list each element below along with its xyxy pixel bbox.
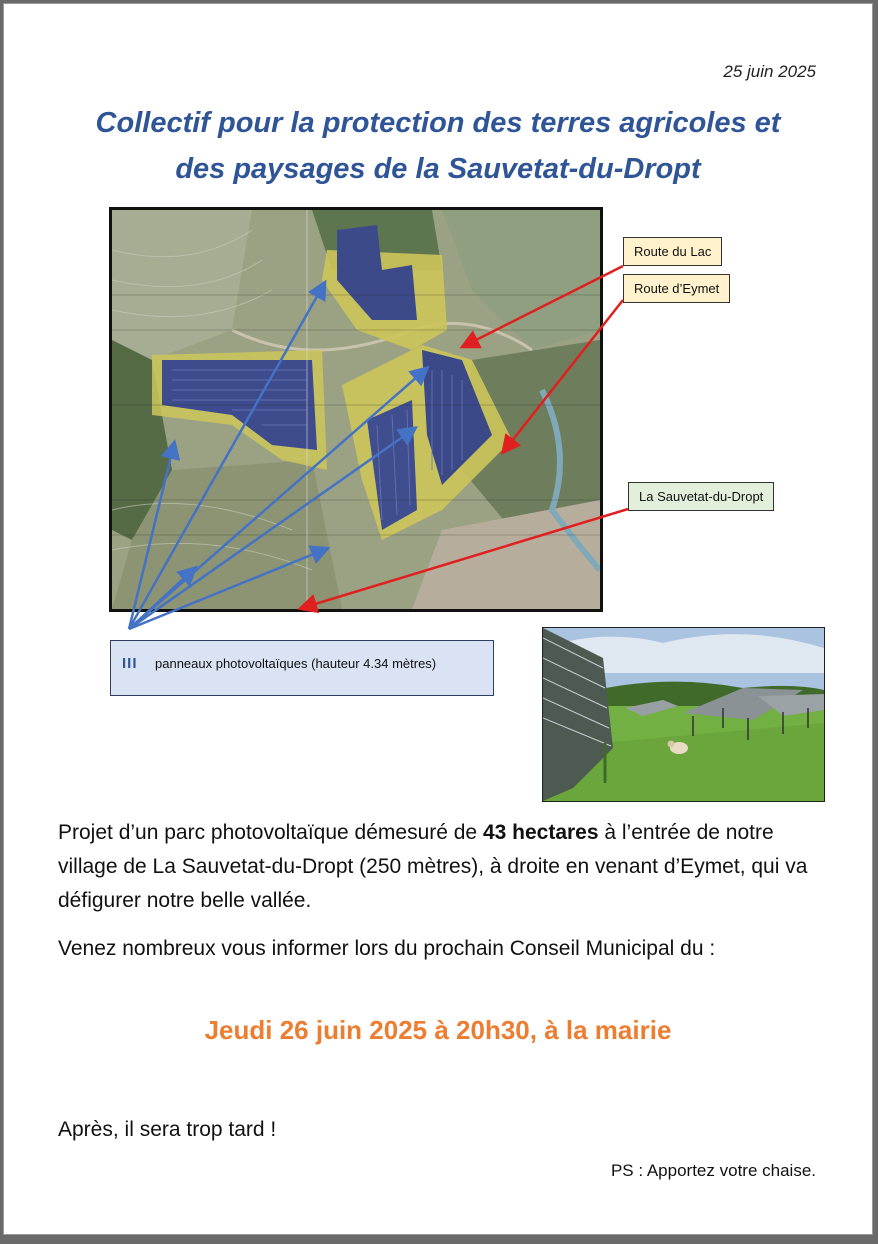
site-map-image bbox=[109, 207, 603, 612]
flyer-page bbox=[3, 3, 873, 1235]
callout-route-d-eymet: Route d’Eymet bbox=[623, 274, 730, 303]
page-title bbox=[34, 100, 842, 192]
meeting-date-headline: Jeudi 26 juin 2025 à 20h30, à la mairie bbox=[204, 1015, 672, 1045]
legend-text: panneaux photovoltaïques (hauteur 4.34 mètres) bbox=[155, 656, 437, 671]
solar-panel-legend-symbol: III bbox=[122, 655, 138, 672]
highlight-hectares: 43 hectares bbox=[482, 821, 599, 844]
postscript: PS : Apportez votre chaise. bbox=[610, 1161, 816, 1180]
site-map-drawing bbox=[112, 210, 600, 609]
project-description: Projet d’un parc photovoltaïque démesuré de 43 hectares à l’entrée de notre village de La Sauvetat-du-Dropt (250 mètres), à droite en venant d’Eymet, qui va défigurer notre belle vallée. bbox=[58, 821, 808, 912]
title-line-2: des paysages de la Sauvetat-du-Dropt bbox=[175, 153, 701, 185]
document-date: 25 juin 2025 bbox=[723, 62, 816, 81]
callout-la-sauvetat: La Sauvetat-du-Dropt bbox=[628, 482, 774, 511]
callout-route-du-lac: Route du Lac bbox=[623, 237, 722, 266]
solar-farm-photo-drawing bbox=[543, 628, 824, 801]
warning-text: Après, il sera trop tard ! bbox=[58, 1118, 277, 1141]
invitation-text: Venez nombreux vous informer lors du prochain Conseil Municipal du : bbox=[58, 937, 716, 960]
map-legend bbox=[110, 640, 494, 696]
title-line-1: Collectif pour la protection des terres agricoles et bbox=[95, 107, 781, 139]
solar-farm-photo bbox=[542, 627, 825, 802]
